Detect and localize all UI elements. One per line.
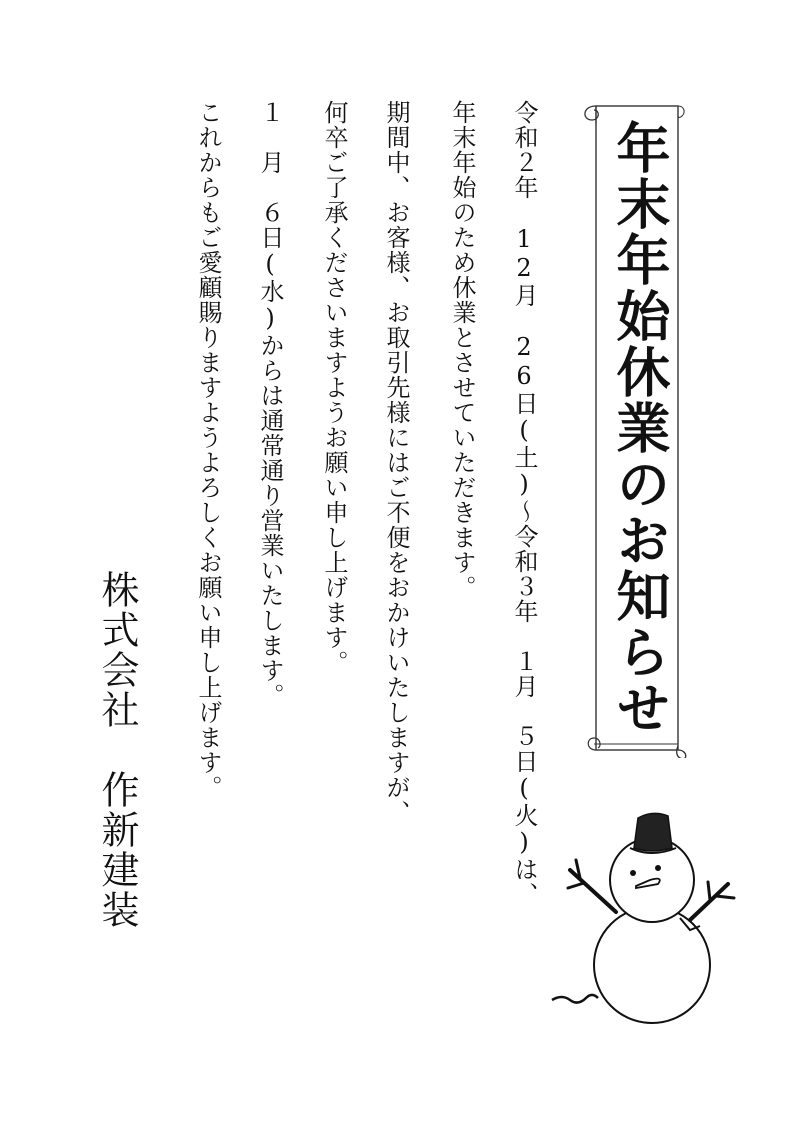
snowman-illustration: [540, 800, 740, 1034]
notice-line-5: １ 月 ６日(水)からは通常通り営業いたします。: [256, 100, 284, 708]
notice-line-3: 期間中、お客様、お取引先様にはご不便をおかけいたしますが、: [382, 100, 410, 825]
company-name: 株式会社 作新建装: [95, 570, 139, 930]
notice-line-1: 令和２年 12月 26日(土)～令和３年 １月 ５日(火)は、: [510, 100, 538, 907]
notice-line-6: これからもご愛顧賜りますようよろしくお願い申し上げます。: [194, 100, 222, 800]
notice-line-2: 年末年始のため休業とさせていただきます。: [448, 100, 476, 600]
notice-line-4: 何卒ご了承くださいますようお願い申し上げます。: [320, 100, 348, 675]
notice-title: 年末年始休業のお知らせ: [608, 120, 671, 736]
snowman-icon: [540, 800, 740, 1030]
